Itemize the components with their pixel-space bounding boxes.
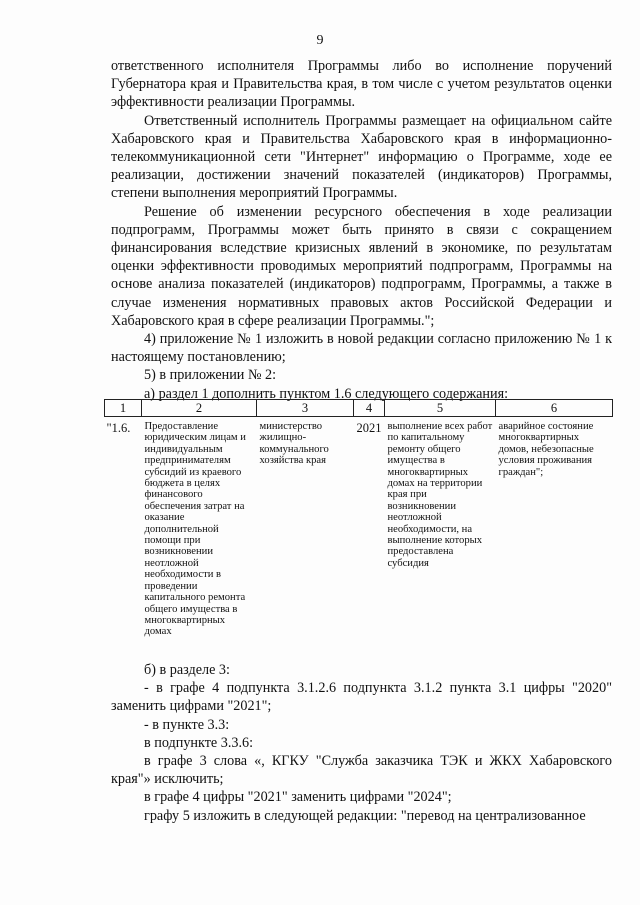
line-b6: графу 5 изложить в следующей редакции: "перевод на централизованное xyxy=(144,807,586,824)
table-header-cell: 1 xyxy=(105,400,142,417)
paragraph-2: Ответственный исполнитель Программы размещает на официальном сайте Хабаровского края и Правительства Хабаровского края в информационно-телекоммуникационной сети "Интернет" информацию о Программе, ходе ее реализации, достижении значений показателей (индикаторов) Программы, степени выполнения мероприятий Программы. xyxy=(111,112,612,202)
cell-executor: министерство жилищно-коммунального хозяйства края xyxy=(259,421,329,467)
line-b2: - в пункте 3.3: xyxy=(144,716,230,733)
line-b5: в графе 4 цифры "2021" заменить цифрами "2024"; xyxy=(144,789,452,806)
table-header-row xyxy=(105,400,613,417)
amendment-table xyxy=(104,399,613,638)
table-header-cell: 4 xyxy=(354,400,385,417)
item-5b: б) в разделе 3: xyxy=(144,662,230,678)
body-text-bottom xyxy=(111,661,612,825)
line-b3: в подпункте 3.3.6: xyxy=(144,734,254,751)
paragraph-3: Решение об изменении ресурсного обеспечения в ходе реализации подпрограмм, Программы может быть принято в связи с сокращением финансирования вследствие кризисных явлений в экономике, по результатам оценки эффективности проводимых мероприятий подпрограмм, Программы на основе анализа показателей (индикаторов) подпрограмм, Программы, а также в случае изменения нормативных правовых актов Российской Федерации и Хабаровского края в сфере реализации Программы."; xyxy=(111,203,612,329)
line-b1: - в графе 4 подпункта 3.1.2.6 подпункта 3.1.2 пункта 3.1 цифры "2020" заменить цифрами "2021"; xyxy=(111,680,612,715)
line-b4: в графе 3 слова «, КГКУ "Служба заказчика ТЭК и ЖКХ Хабаровского края"» исключить; xyxy=(111,753,612,788)
table-row xyxy=(105,417,613,638)
paragraph-1: ответственного исполнителя Программы либо во исполнение поручений Губернатора края и Правительства края, в том числе с учетом результатов оценки эффективности реализации Программы. xyxy=(111,58,612,111)
table-header-cell: 2 xyxy=(142,400,257,417)
cell-measure: Предоставление юридическим лицам и индивидуальным предпринимателям субсидий из краевого бюджета в целях финансового обеспечения затрат на оказание дополнительной помощи при возникновении неотложной необходимости в проведении капитального ремонта общего имущества в многоквартирных домах xyxy=(144,421,246,638)
body-text-top xyxy=(111,57,612,403)
cell-result: выполнение всех работ по капитальному ремонту общего имущества в многоквартирных домах на территории края при возникновении неотложной необходимости, на выполнение которых предоставлена субсидия xyxy=(387,421,493,569)
table-header-cell: 6 xyxy=(496,400,613,417)
cell-number: "1.6. xyxy=(106,421,131,435)
table-header-cell: 5 xyxy=(385,400,496,417)
item-5a: а) раздел 1 дополнить пунктом 1.6 следующего содержания: xyxy=(144,385,509,402)
item-5: 5) в приложении № 2: xyxy=(144,367,277,384)
page-number: 9 xyxy=(316,33,324,48)
cell-consequences: аварийное состояние многоквартирных домов, небезопасные условия проживания граждан"; xyxy=(498,421,594,478)
cell-year: 2021 xyxy=(356,421,382,435)
item-4: 4) приложение № 1 изложить в новой редакции согласно приложению № 1 к настоящему постановлению; xyxy=(111,331,612,366)
table-header-cell: 3 xyxy=(257,400,354,417)
